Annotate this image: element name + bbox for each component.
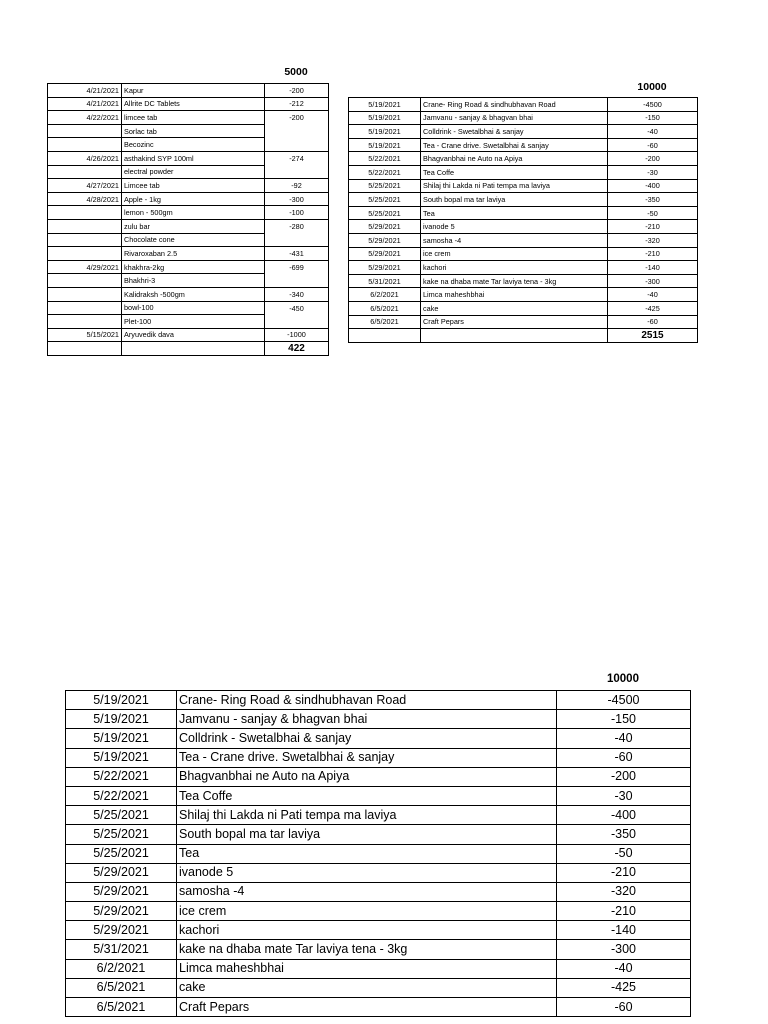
table-row [66, 691, 691, 710]
date-cell: 4/26/2021 [48, 151, 122, 165]
table-row [66, 767, 691, 786]
amount-cell: -340 [265, 287, 329, 301]
amount-cell: -50 [608, 206, 698, 220]
table-row [349, 315, 698, 329]
description-cell: kachori [421, 261, 608, 275]
description-cell: Rivaroxaban 2.5 [122, 247, 265, 261]
total-row [48, 342, 329, 356]
description-cell: kake na dhaba mate Tar laviya tena - 3kg [177, 940, 557, 959]
description-cell: Tea - Crane drive. Swetalbhai & sanjay [421, 138, 608, 152]
date-cell [48, 138, 122, 152]
amount-cell: -40 [608, 125, 698, 139]
date-cell: 5/25/2021 [66, 806, 177, 825]
date-cell [48, 315, 122, 329]
table-row [48, 111, 329, 125]
date-cell: 5/29/2021 [66, 902, 177, 921]
amount-cell: -425 [557, 978, 691, 997]
date-cell: 6/5/2021 [349, 301, 421, 315]
date-cell [48, 165, 122, 179]
amount-cell: -300 [608, 274, 698, 288]
date-cell: 5/25/2021 [66, 825, 177, 844]
amount-cell: -280 [265, 219, 329, 233]
description-cell: South bopal ma tar laviya [177, 825, 557, 844]
date-cell: 5/19/2021 [349, 125, 421, 139]
amount-cell [265, 165, 329, 179]
table-row [48, 328, 329, 342]
table-row [48, 287, 329, 301]
description-cell: Shilaj thi Lakda ni Pati tempa ma laviya [177, 806, 557, 825]
description-cell: samosha -4 [177, 882, 557, 901]
date-cell: 4/22/2021 [48, 111, 122, 125]
description-cell: Kalidraksh -500gm [122, 287, 265, 301]
description-cell: kachori [177, 921, 557, 940]
empty-cell [349, 329, 421, 343]
date-cell: 4/21/2021 [48, 97, 122, 111]
table1-heading: 5000 [284, 66, 308, 78]
table-row [349, 206, 698, 220]
date-cell: 5/22/2021 [66, 767, 177, 786]
table-row [48, 219, 329, 233]
table-row [48, 97, 329, 111]
date-cell: 6/5/2021 [66, 978, 177, 997]
table-row [66, 786, 691, 805]
date-cell: 5/25/2021 [349, 193, 421, 207]
description-cell: Crane- Ring Road & sindhubhavan Road [421, 98, 608, 112]
table-row [48, 151, 329, 165]
total-row [349, 329, 698, 343]
amount-cell: -60 [608, 315, 698, 329]
amount-cell: -450 [265, 301, 329, 315]
table-row [66, 729, 691, 748]
amount-cell: -92 [265, 179, 329, 193]
amount-cell: -300 [557, 940, 691, 959]
description-cell: ice crem [421, 247, 608, 261]
description-cell: Tea Coffe [177, 786, 557, 805]
date-cell: 5/15/2021 [48, 328, 122, 342]
date-cell: 5/29/2021 [349, 247, 421, 261]
date-cell: 5/29/2021 [349, 220, 421, 234]
description-cell: khakhra-2kg [122, 260, 265, 274]
table-row [349, 179, 698, 193]
description-cell: Tea [421, 206, 608, 220]
table-row [48, 233, 329, 247]
date-cell: 5/22/2021 [349, 152, 421, 166]
amount-cell: -210 [557, 902, 691, 921]
amount-cell: -150 [608, 111, 698, 125]
description-cell: Tea [177, 844, 557, 863]
table-row [349, 125, 698, 139]
table3-heading: 10000 [607, 673, 639, 685]
date-cell: 5/29/2021 [66, 882, 177, 901]
table-row [48, 260, 329, 274]
table-row [349, 138, 698, 152]
amount-cell: -100 [265, 206, 329, 220]
date-cell [48, 301, 122, 315]
date-cell: 5/19/2021 [349, 98, 421, 112]
amount-cell: -300 [265, 192, 329, 206]
date-cell: 5/25/2021 [349, 179, 421, 193]
table2-heading: 10000 [637, 81, 667, 93]
table-row [349, 301, 698, 315]
date-cell [48, 219, 122, 233]
table-row [48, 179, 329, 193]
date-cell: 4/28/2021 [48, 192, 122, 206]
date-cell: 5/25/2021 [349, 206, 421, 220]
date-cell: 5/19/2021 [66, 748, 177, 767]
amount-cell: -4500 [608, 98, 698, 112]
amount-cell: -350 [608, 193, 698, 207]
description-cell: limcee tab [122, 111, 265, 125]
amount-cell: -30 [608, 165, 698, 179]
date-cell: 5/19/2021 [349, 111, 421, 125]
description-cell: zulu bar [122, 219, 265, 233]
description-cell: electral powder [122, 165, 265, 179]
description-cell: samosha -4 [421, 233, 608, 247]
description-cell: bowl-100 [122, 301, 265, 315]
expense-table-enlarged [65, 690, 691, 1017]
date-cell: 5/29/2021 [66, 863, 177, 882]
table-row [66, 710, 691, 729]
table1-body [48, 84, 329, 356]
amount-cell: -210 [608, 220, 698, 234]
date-cell: 6/2/2021 [349, 288, 421, 302]
description-cell: ivanode 5 [421, 220, 608, 234]
empty-cell [122, 342, 265, 356]
table-row [349, 220, 698, 234]
amount-cell: -200 [557, 767, 691, 786]
description-cell: South bopal ma tar laviya [421, 193, 608, 207]
amount-cell: -40 [608, 288, 698, 302]
date-cell: 5/31/2021 [349, 274, 421, 288]
amount-cell: -50 [557, 844, 691, 863]
description-cell: Craft Pepars [421, 315, 608, 329]
table-row [66, 863, 691, 882]
description-cell: Colldrink - Swetalbhai & sanjay [421, 125, 608, 139]
table-row [66, 902, 691, 921]
table-row [66, 998, 691, 1017]
date-cell: 5/22/2021 [66, 786, 177, 805]
description-cell: Plet-100 [122, 315, 265, 329]
amount-cell: -699 [265, 260, 329, 274]
description-cell: Tea - Crane drive. Swetalbhai & sanjay [177, 748, 557, 767]
amount-cell: -4500 [557, 691, 691, 710]
description-cell: Bhakhri-3 [122, 274, 265, 288]
amount-cell [265, 124, 329, 138]
amount-cell: -200 [265, 84, 329, 98]
table-row [349, 288, 698, 302]
date-cell: 5/25/2021 [66, 844, 177, 863]
description-cell: kake na dhaba mate Tar laviya tena - 3kg [421, 274, 608, 288]
amount-cell: -60 [557, 998, 691, 1017]
amount-cell: -60 [608, 138, 698, 152]
description-cell: Jamvanu - sanjay & bhagvan bhai [177, 710, 557, 729]
table-row [66, 940, 691, 959]
amount-cell: -150 [557, 710, 691, 729]
date-cell: 5/19/2021 [66, 729, 177, 748]
date-cell [48, 124, 122, 138]
table-row [48, 274, 329, 288]
description-cell: Allrite DC Tablets [122, 97, 265, 111]
description-cell: Sorlac tab [122, 124, 265, 138]
table-row [48, 315, 329, 329]
table-row [349, 152, 698, 166]
date-cell: 6/2/2021 [66, 959, 177, 978]
table-row [48, 124, 329, 138]
amount-cell: -320 [608, 233, 698, 247]
table-row [48, 192, 329, 206]
description-cell: lemon - 500gm [122, 206, 265, 220]
table-row [66, 748, 691, 767]
description-cell: Bhagvanbhai ne Auto na Apiya [421, 152, 608, 166]
table-row [48, 84, 329, 98]
table2-body [349, 98, 698, 343]
amount-cell [265, 233, 329, 247]
amount-cell: -140 [557, 921, 691, 940]
date-cell: 5/19/2021 [66, 691, 177, 710]
date-cell [48, 206, 122, 220]
description-cell: ice crem [177, 902, 557, 921]
expense-table-may-june [348, 97, 698, 343]
table-row [66, 978, 691, 997]
amount-cell: -212 [265, 97, 329, 111]
description-cell: Bhagvanbhai ne Auto na Apiya [177, 767, 557, 786]
amount-cell: -40 [557, 729, 691, 748]
amount-cell: -400 [557, 806, 691, 825]
total-cell: 2515 [608, 329, 698, 343]
description-cell: Aryuvedik dava [122, 328, 265, 342]
table-row [349, 165, 698, 179]
table-row [48, 247, 329, 261]
description-cell: Crane- Ring Road & sindhubhavan Road [177, 691, 557, 710]
description-cell: cake [421, 301, 608, 315]
table-row [349, 98, 698, 112]
description-cell: Becozinc [122, 138, 265, 152]
date-cell: 6/5/2021 [349, 315, 421, 329]
description-cell: Shilaj thi Lakda ni Pati tempa ma laviya [421, 179, 608, 193]
description-cell: Limca maheshbhai [421, 288, 608, 302]
amount-cell: -274 [265, 151, 329, 165]
date-cell: 5/29/2021 [349, 261, 421, 275]
amount-cell: -320 [557, 882, 691, 901]
date-cell: 5/19/2021 [349, 138, 421, 152]
table-row [349, 261, 698, 275]
table-row [48, 138, 329, 152]
amount-cell: -30 [557, 786, 691, 805]
amount-cell: -140 [608, 261, 698, 275]
description-cell: Limcee tab [122, 179, 265, 193]
table-row [349, 274, 698, 288]
date-cell: 4/21/2021 [48, 84, 122, 98]
amount-cell [265, 138, 329, 152]
amount-cell: -350 [557, 825, 691, 844]
table-row [66, 844, 691, 863]
table3-body [66, 691, 691, 1017]
amount-cell: -60 [557, 748, 691, 767]
amount-cell: -431 [265, 247, 329, 261]
table-row [349, 233, 698, 247]
amount-cell [265, 315, 329, 329]
table-row [349, 193, 698, 207]
date-cell: 5/31/2021 [66, 940, 177, 959]
description-cell: Limca maheshbhai [177, 959, 557, 978]
description-cell: cake [177, 978, 557, 997]
description-cell: Craft Pepars [177, 998, 557, 1017]
date-cell [48, 233, 122, 247]
table-row [66, 806, 691, 825]
amount-cell: -40 [557, 959, 691, 978]
description-cell: Tea Coffe [421, 165, 608, 179]
empty-cell [421, 329, 608, 343]
amount-cell: -425 [608, 301, 698, 315]
table-row [48, 165, 329, 179]
date-cell: 6/5/2021 [66, 998, 177, 1017]
amount-cell: -200 [608, 152, 698, 166]
total-cell: 422 [265, 342, 329, 356]
date-cell: 5/29/2021 [66, 921, 177, 940]
table-row [349, 247, 698, 261]
table-row [66, 959, 691, 978]
description-cell: Kapur [122, 84, 265, 98]
amount-cell: -210 [608, 247, 698, 261]
date-cell: 5/29/2021 [349, 233, 421, 247]
amount-cell [265, 274, 329, 288]
description-cell: Chocolate cone [122, 233, 265, 247]
date-cell: 4/27/2021 [48, 179, 122, 193]
table-row [66, 921, 691, 940]
amount-cell: -1000 [265, 328, 329, 342]
amount-cell: -400 [608, 179, 698, 193]
date-cell: 5/22/2021 [349, 165, 421, 179]
date-cell: 4/29/2021 [48, 260, 122, 274]
table-row [48, 301, 329, 315]
amount-cell: -210 [557, 863, 691, 882]
table-row [48, 206, 329, 220]
empty-cell [48, 342, 122, 356]
table-row [66, 882, 691, 901]
date-cell [48, 247, 122, 261]
description-cell: asthakind SYP 100ml [122, 151, 265, 165]
description-cell: Apple - 1kg [122, 192, 265, 206]
table-row [66, 825, 691, 844]
description-cell: Colldrink - Swetalbhai & sanjay [177, 729, 557, 748]
date-cell [48, 287, 122, 301]
description-cell: ivanode 5 [177, 863, 557, 882]
amount-cell: -200 [265, 111, 329, 125]
description-cell: Jamvanu - sanjay & bhagvan bhai [421, 111, 608, 125]
expense-table-april-may [47, 83, 329, 356]
date-cell: 5/19/2021 [66, 710, 177, 729]
date-cell [48, 274, 122, 288]
table-row [349, 111, 698, 125]
